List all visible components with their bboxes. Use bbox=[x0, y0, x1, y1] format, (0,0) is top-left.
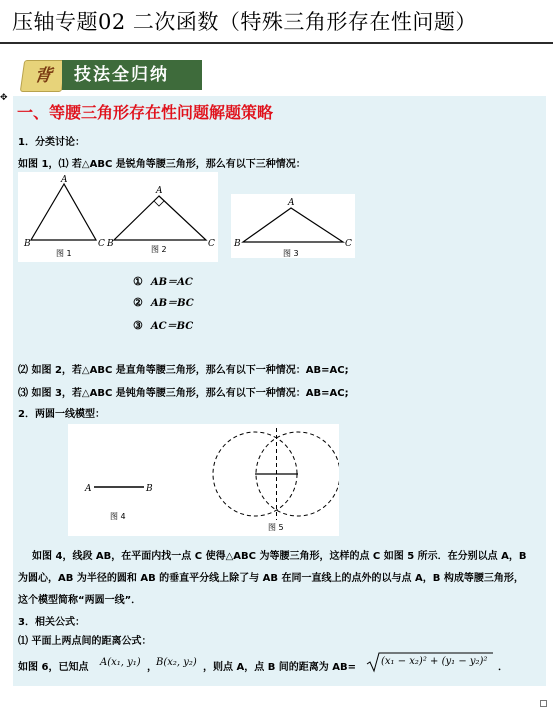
paragraph-1-intro: 如图 1，⑴ 若△ABC 是锐角等腰三角形，那么有以下三种情况： bbox=[18, 159, 306, 170]
fig4-caption: 图 4 bbox=[110, 512, 126, 521]
distance-formula bbox=[365, 651, 495, 673]
paragraph-5-title: 3．相关公式： bbox=[18, 617, 85, 628]
paragraph-5-subtitle: ⑴ 平面上两点间的距离公式： bbox=[18, 636, 152, 647]
figure-1-2-box bbox=[18, 172, 218, 262]
case-2: ② AB＝BC bbox=[133, 296, 194, 309]
figure-4-5-box bbox=[68, 424, 339, 536]
figure-4-5-svg bbox=[68, 424, 339, 536]
paragraph-6-mid: ，则点 A，点 B 间的距离为 AB= bbox=[203, 662, 357, 673]
title-divider bbox=[0, 42, 553, 44]
move-anchor-icon[interactable]: ✥ bbox=[0, 93, 8, 103]
point-b-formula: B(x₂, y₂) bbox=[156, 657, 197, 668]
sqrt-radicand: (x₁ − x₂)² + (y₁ − y₂)² bbox=[381, 656, 488, 667]
paragraph-6-text: 如图 6，已知点 bbox=[18, 662, 89, 673]
fig3-label-a: A bbox=[288, 198, 295, 208]
fig3-label-b: B bbox=[234, 239, 241, 249]
figure-3-svg bbox=[231, 194, 355, 258]
figure-3-box bbox=[231, 194, 355, 258]
fig1-label-c: C bbox=[98, 239, 105, 249]
paragraph-3: ⑶ 如图 3，若△ABC 是钝角等腰三角形，那么有以下一种情况：AB=AC; bbox=[18, 388, 349, 399]
fig4-label-b: B bbox=[146, 484, 153, 494]
fig1-label-a: A bbox=[61, 175, 68, 185]
fig3-caption: 图 3 bbox=[283, 249, 299, 258]
fig1-caption: 图 1 bbox=[56, 249, 72, 258]
fig1-label-b: B bbox=[24, 239, 31, 249]
section-heading: 一、等腰三角形存在性问题解题策略 bbox=[17, 103, 274, 122]
fig2-label-b: B bbox=[107, 239, 114, 249]
page-title: 压轴专题02 二次函数（特殊三角形存在性问题） bbox=[12, 10, 477, 34]
fig1-triangle bbox=[31, 184, 96, 240]
fig3-triangle bbox=[243, 208, 343, 242]
paragraph-model-line-2: 为圆心，AB 为半径的圆和 AB 的垂直平分线上除了与 AB 在同一直线上的点外的以与点 A，B 构成等腰三角形， bbox=[18, 573, 524, 584]
badge-label: 技法全归纳 bbox=[62, 60, 202, 90]
fig3-label-c: C bbox=[345, 239, 352, 249]
paragraph-4-title: 2．两圆一线模型： bbox=[18, 409, 105, 420]
fig2-right-angle-mark bbox=[154, 201, 164, 206]
paragraph-1-title: 1．分类讨论： bbox=[18, 137, 85, 148]
paragraph-model-line-1: 如图 4，线段 AB，在平面内找一点 C 使得△ABC 为等腰三角形，这样的点 C 如图 5 所示．在分别以点 A，B bbox=[32, 551, 527, 562]
paragraph-2: ⑵ 如图 2，若△ABC 是直角等腰三角形，那么有以下一种情况：AB=AC; bbox=[18, 365, 349, 376]
fig2-label-a: A bbox=[156, 186, 163, 196]
case-3: ③ AC＝BC bbox=[133, 319, 194, 332]
figure-1-2-svg bbox=[18, 172, 218, 262]
fig2-caption: 图 2 bbox=[151, 245, 167, 254]
section-badge bbox=[22, 60, 202, 92]
case-1: ① AB＝AC bbox=[133, 275, 193, 288]
paragraph-model-line-3: 这个模型简称“两圆一线”． bbox=[18, 595, 142, 606]
fig4-label-a: A bbox=[85, 484, 92, 494]
fig2-triangle bbox=[114, 196, 206, 240]
end-marker bbox=[540, 700, 547, 707]
fig2-label-c: C bbox=[208, 239, 215, 249]
badge-tag: 背 bbox=[20, 60, 66, 92]
point-a-formula: A(x₁, y₁) bbox=[100, 657, 141, 668]
fig5-caption: 图 5 bbox=[268, 523, 284, 532]
